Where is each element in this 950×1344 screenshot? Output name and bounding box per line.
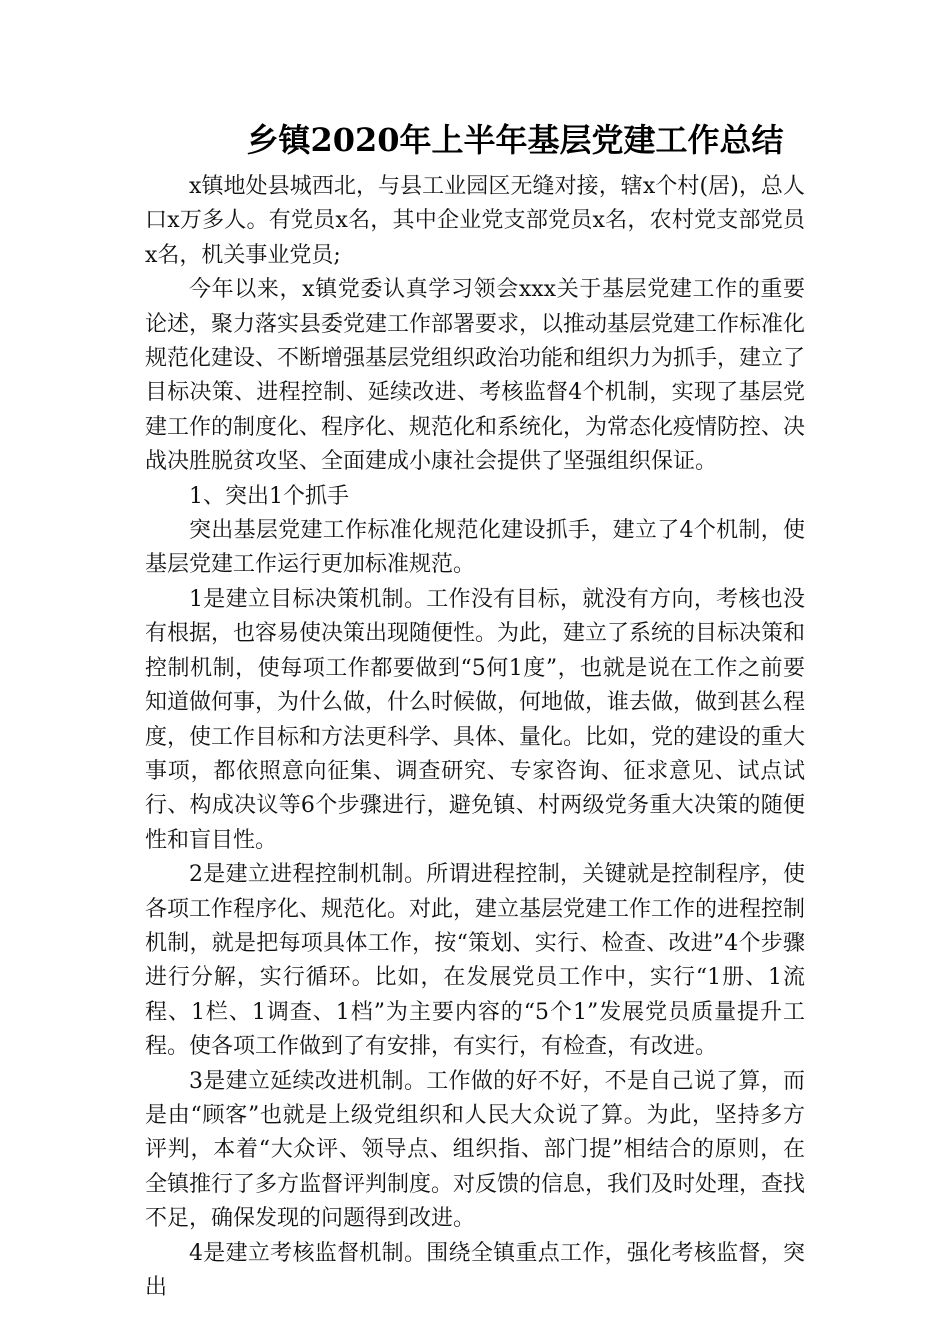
paragraph: 2是建立进程控制机制。所谓进程控制，关键就是控制程序，使各项工作程序化、规范化。对此，建立基层党建工作工作的进程控制机制，就是把每项具体工作，按“策划、实行、检查、改进”4个步骤进行分解，实行循环。比如，在发展党员工作中，实行“1册、1流程、1栏、1调查、1档”为主要内容的“5个1”发展党员质量提升工程。使各项工作做到了有安排，有实行，有检查，有改进。 (145, 862, 806, 1060)
paragraph: 3是建立延续改进机制。工作做的好不好，不是自己说了算，而是由“顾客”也就是上级党组织和人民大众说了算。为此，坚持多方评判，本着“大众评、领导点、组织指、部门提”相结合的原则，在全镇推行了多方监督评判制度。对反馈的信息，我们及时处理，查找不足，确保发现的问题得到改进。 (145, 1068, 806, 1232)
paragraph: 今年以来，x镇党委认真学习领会xxx关于基层党建工作的重要论述，聚力落实县委党建工作部署要求，以推动基层党建工作标准化规范化建设、不断增强基层党组织政治功能和组织力为抓手，建立了目标决策、进程控制、延续改进、考核监督4个机制，实现了基层党建工作的制度化、程序化、规范化和系统化，为常态化疫情防控、决战决胜脱贫攻坚、全面建成小康社会提供了坚强组织保证。 (145, 277, 806, 475)
section-heading: 1、突出1个抓手 (189, 483, 349, 509)
paragraph: 4是建立考核监督机制。围绕全镇重点工作，强化考核监督，突出 (145, 1240, 805, 1300)
document-title: 乡镇2020年上半年基层党建工作总结 (246, 121, 784, 159)
document-body (145, 170, 805, 1305)
paragraph: 突出基层党建工作标准化规范化建设抓手，建立了4个机制，使基层党建工作运行更加标准规范。 (145, 518, 805, 578)
paragraph: x镇地处县城西北，与县工业园区无缝对接，辖x个村(居)，总人口x万多人。有党员x名，其中企业党支部党员x名，农村党支部党员x名，机关事业党员; (145, 174, 805, 268)
paragraph: 1是建立目标决策机制。工作没有目标，就没有方向，考核也没有根据，也容易使决策出现随便性。为此，建立了系统的目标决策和控制机制，使每项工作都要做到“5何1度”，也就是说在工作之前要知道做何事，为什么做，什么时候做，何地做，谁去做，做到甚么程度，使工作目标和方法更科学、具体、量化。比如，党的建设的重大事项，都依照意向征集、调查研究、专家咨询、征求意见、试点试行、构成决议等6个步骤进行，避免镇、村两级党务重大决策的随便性和盲目性。 (145, 586, 806, 853)
